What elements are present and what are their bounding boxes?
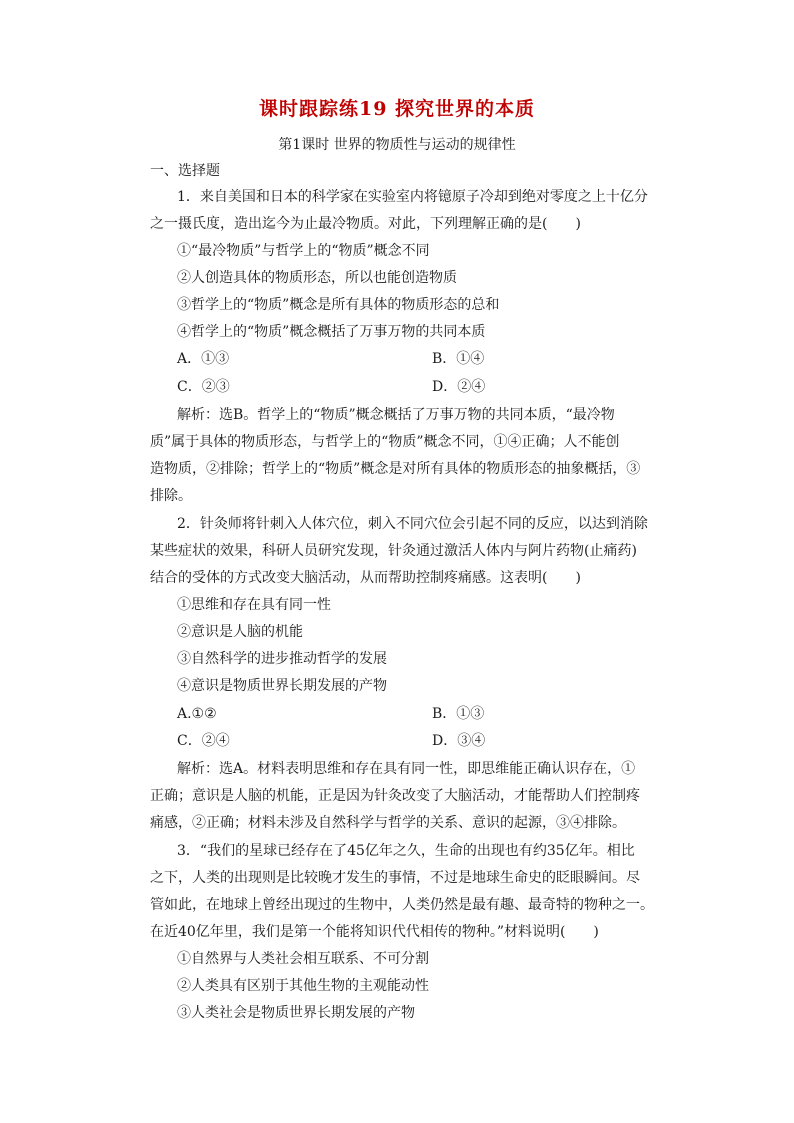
q1-item: ③哲学上的“物质”概念是所有具体的物质形态的总和 <box>177 297 500 313</box>
q2-option-d: D．③④ <box>432 733 486 749</box>
q2-item: ②意识是人脑的机能 <box>177 624 303 640</box>
q1-item: ②人创造具体的物质形态，所以也能创造物质 <box>177 270 457 286</box>
q2-option-b: B．①③ <box>432 706 485 722</box>
q3-item: ②人类具有区别于其他生物的主观能动性 <box>177 978 429 994</box>
q1-item: ①“最冷物质”与哲学上的“物质”概念不同 <box>177 243 430 259</box>
q1-analysis-line: 解析：选B。哲学上的“物质”概念概括了万事万物的共同本质，“最冷物 <box>177 407 615 423</box>
q1-option-c: C．②③ <box>177 379 230 395</box>
q3-stem-line: 在近40亿年里，我们是第一个能将知识代代相传的物种。”材料说明( ) <box>150 924 599 940</box>
q2-option-c: C．②④ <box>177 733 230 749</box>
q2-stem-line: 结合的受体的方式改变大脑活动，从而帮助控制疼痛感。这表明( ) <box>150 570 581 586</box>
q3-item: ①自然界与人类社会相互联系、不可分割 <box>177 951 429 967</box>
section-heading: 一、选择题 <box>150 163 220 179</box>
q1-analysis-line: 排除。 <box>150 488 192 504</box>
q2-option-a: A.①② <box>177 706 217 722</box>
q1-option-b: B．①④ <box>432 351 485 367</box>
q1-analysis-line: 质”属于具体的物质形态，与哲学上的“物质”概念不同，①④正确；人不能创 <box>150 434 620 450</box>
q1-stem-line: 之一摄氏度，造出迄今为止最冷物质。对此，下列理解正确的是( ) <box>150 216 581 232</box>
q2-item: ④意识是物质世界长期发展的产物 <box>177 678 387 694</box>
q2-analysis-line: 解析：选A。材料表明思维和存在具有同一性，即思维能正确认识存在，① <box>177 761 636 777</box>
q3-item: ③人类社会是物质世界长期发展的产物 <box>177 1005 415 1021</box>
q2-item: ①思维和存在具有同一性 <box>177 597 331 613</box>
q3-stem-line: 3．“我们的星球已经存在了45亿年之久，生命的出现也有约35亿年。相比 <box>177 843 635 859</box>
q1-item: ④哲学上的“物质”概念概括了万事万物的共同本质 <box>177 324 486 340</box>
q3-stem-line: 之下，人类的出现则是比较晚才发生的事情，不过是地球生命史的眨眼瞬间。尽 <box>150 870 640 886</box>
q1-option-d: D．②④ <box>432 379 486 395</box>
page-title: 课时跟踪练19 探究世界的本质 <box>258 98 536 120</box>
q1-analysis-line: 造物质，②排除；哲学上的“物质”概念是对所有具体的物质形态的抽象概括，③ <box>150 461 641 477</box>
lesson-subtitle: 第1课时 世界的物质性与运动的规律性 <box>278 137 516 153</box>
q1-option-a: A．①③ <box>177 351 230 367</box>
q2-item: ③自然科学的进步推动哲学的发展 <box>177 651 387 667</box>
q2-analysis-line: 痛感，②正确；材料未涉及自然科学与哲学的关系、意识的起源，③④排除。 <box>150 815 626 831</box>
q2-stem-line: 某些症状的效果，科研人员研究发现，针灸通过激活人体内与阿片药物(止痛药) <box>150 543 637 559</box>
q3-stem-line: 管如此，在地球上曾经出现过的生物中，人类仍然是最有趣、最奇特的物种之一。 <box>150 897 654 913</box>
q1-stem-line: 1．来自美国和日本的科学家在实验室内将镱原子冷却到绝对零度之上十亿分 <box>177 189 648 205</box>
q2-analysis-line: 正确；意识是人脑的机能，正是因为针灸改变了大脑活动，才能帮助人们控制疼 <box>150 788 640 804</box>
q2-stem-line: 2．针灸师将针刺入人体穴位，刺入不同穴位会引起不同的反应，以达到消除 <box>177 516 648 532</box>
